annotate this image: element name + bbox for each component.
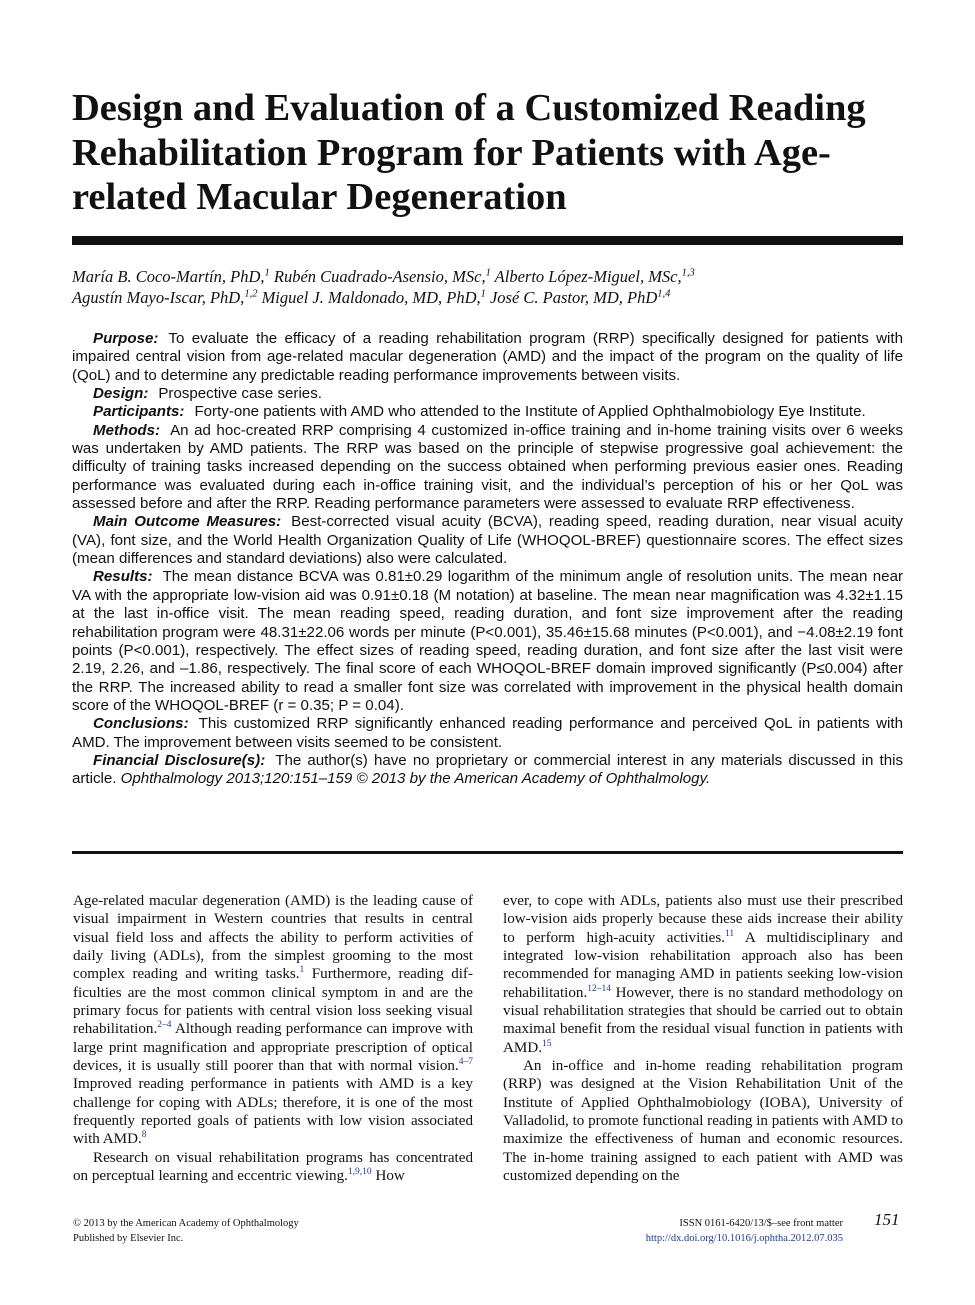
abstract-text: The author(s) have no proprietary or commercial interest in any materials discussed in this article. (72, 751, 903, 788)
article-title: Design and Evaluation of a Customized Reading Rehabilitation Program for Patients with Age-related Macular Degeneration (72, 87, 866, 218)
author-affiliation: 1 (264, 267, 270, 279)
abstract-conclusions (72, 715, 903, 752)
body-text: However, there is no standard methodology on visual rehabilitation strategies that should be carried out to obtain maximal benefit from the residual visual function in patients with AMD. (503, 984, 903, 1056)
footer-right (646, 1216, 843, 1246)
abstract-text: Prospective case series. (158, 385, 322, 403)
abstract-label: Results: (93, 568, 153, 586)
author-affiliation: 1,4 (657, 288, 671, 300)
abstract-purpose (72, 330, 903, 385)
author-affiliation: 1 (485, 267, 491, 279)
body-column-right (503, 892, 903, 1186)
abstract-label: Design: (93, 385, 149, 403)
abstract-text: This customized RRP significantly enhanced reading performance and perceived QoL in patients with AMD. The improvement between visits seemed to be consistent. (72, 715, 903, 751)
abstract-methods (72, 422, 903, 514)
abstract (72, 330, 903, 789)
body-paragraph (73, 1149, 473, 1186)
author-name: José C. Pastor, MD, PhD (489, 288, 658, 307)
footer-left (73, 1216, 299, 1246)
author-list (72, 266, 912, 308)
abstract-label: Conclusions: (93, 715, 189, 733)
abstract-results (72, 568, 903, 715)
author-affiliation: 1 (480, 288, 486, 300)
body-text: A multidisciplinary and integrated low-vision rehabilitation approach also has been recommended for managing AMD in patients seeking low-vision rehabilitation. (503, 929, 903, 1001)
abstract-label: Purpose: (93, 330, 159, 347)
abstract-text: Best-corrected visual acuity (BCVA), reading speed, reading duration, near visual acuity (VA), font size, and the World Health Organization Quality of Life (WHOQOL-BREF) questionnaire scores. The effect sizes (mean differences and standard deviations) also were calculated. (72, 513, 903, 568)
citation-reference[interactable]: 8 (141, 1130, 147, 1141)
citation-reference[interactable]: 1 (299, 965, 305, 976)
abstract-label: Main Outcome Measures: (93, 513, 282, 531)
body-paragraph (503, 892, 903, 1057)
copyright-line: © 2013 by the American Academy of Ophthalmology (73, 1218, 299, 1229)
body-text: Age-related macular degeneration (AMD) is the leading cause of visual impairment in Western countries that results in central visual field loss and affects the ability to perform activities of daily living (ADLs), from the simplest grooming to the most complex reading and writing tasks. (73, 893, 473, 983)
citation-reference[interactable]: 1,9,10 (347, 1167, 372, 1178)
abstract-text: The mean distance BCVA was 0.81±0.29 logarithm of the minimum angle of resolution units. The mean near VA with the appropriate low-vision aid was 0.91±0.18 (M notation) at baseline. The mean near magnification was 4.32±1.15 at the last in-office visit. The mean reading speed, reading duration, and font size improvement after the reading rehabilitation program were 48.31±22.06 words per minute (P<0.001), 35.46±15.68 minutes (P<0.001), and −4.08±2.19 font points (P<0.001), respectively. The effect sizes of reading speed, reading duration, and font size after the last visit were 2.19, 2.26, and –1.86, respectively. The final score of each WHOQOL-BREF domain improved significantly (P≤0.004) after the RRP. The increased ability to read a smaller font size was correlated with improvement in the physical health domain score of the WHOQOL-BREF (r = 0.35; P = 0.04). (72, 568, 903, 714)
citation-reference[interactable]: 15 (542, 1038, 552, 1049)
author-affiliation: 1,3 (681, 267, 695, 279)
citation-reference[interactable]: 4–7 (458, 1057, 473, 1068)
abstract-text: Forty-one patients with AMD who attended to the Institute of Applied Ophthalmobiology Eye Institute. (194, 403, 866, 421)
body-text: Research on visual rehabilitation programs has concentrated on perceptual learning and eccentric viewing. (73, 1149, 473, 1185)
author-name: Miguel J. Maldonado, MD, PhD, (261, 288, 481, 307)
body-text: Although reading performance can improve with large print magnification and appropriate prescription of optical devices, it is usually still poorer than that with normal vision. (73, 1021, 473, 1075)
issn-line: ISSN 0161-6420/13/$–see front matter (679, 1218, 843, 1229)
body-paragraph (73, 892, 473, 1149)
abstract-disclosure (72, 752, 903, 789)
abstract-text: An ad hoc-created RRP comprising 4 customized in-office training and in-home training visits over 6 weeks was undertaken by AMD patients. The RRP was based on the principle of stepwise progressive goal achievement: the difficulty of training tasks increased depending on the success obtained when performing previous easier ones. Reading performance was evaluated during each in-office training visit, and the individual’s perception of his or her QoL was assessed before and after the RRP. Reading performance parameters were assessed to evaluate RRP effectiveness. (72, 421, 903, 513)
abstract-outcomes (72, 513, 903, 568)
body-text: An in-office and in-home reading rehabilitation program (RRP) was designed at the Vision Rehabilitation Unit of the Institute of Applied Ophthalmobiology (IOBA), University of Valladolid, to promote functional reading in patients with AMD to maximize the effectiveness of human and economic resources. The in-home training assigned to each patient with AMD was customized depending on the (503, 1058, 903, 1185)
abstract-label: Financial Disclosure(s): (93, 751, 266, 769)
body-text: Furthermore, reading difficulties are the most common clinical symptom in and are the primary focus for patients with central vision loss seeking visual rehabilitation. (73, 966, 473, 1038)
body-text: Improved reading performance in patients with AMD is a key challenge for coping with ADLs; therefore, it is one of the most frequently reported goals of patients with low vision associated with AMD. (73, 1076, 473, 1148)
publisher-line: Published by Elsevier Inc. (73, 1233, 184, 1244)
abstract-participants (72, 403, 903, 421)
author-name: Rubén Cuadrado-Asensio, MSc, (273, 267, 486, 286)
journal-citation: Ophthalmology 2013;120:151–159 © 2013 by the American Academy of Ophthalmology. (120, 770, 711, 788)
citation-reference[interactable]: 2–4 (157, 1020, 172, 1031)
author-name: María B. Coco-Martín, PhD, (72, 267, 265, 286)
author-name: Alberto López-Miguel, MSc, (494, 267, 682, 286)
body-column-left (73, 892, 473, 1186)
body-text: ever, to cope with ADLs, patients also must use their prescribed low-vision aids properly because these aids increase their ability to perform high-acuity activities. (503, 893, 903, 946)
body-text: How (371, 1168, 405, 1185)
body-paragraph (503, 1057, 903, 1185)
citation-reference[interactable]: 11 (725, 928, 735, 939)
title-rule (72, 236, 903, 245)
citation-reference[interactable]: 12–14 (587, 983, 611, 994)
doi-link[interactable]: http://dx.doi.org/10.1016/j.ophtha.2012.07.035 (645, 1233, 843, 1244)
abstract-label: Methods: (93, 421, 161, 439)
abstract-design (72, 385, 903, 403)
abstract-label: Participants: (93, 403, 185, 421)
abstract-text: To evaluate the efficacy of a reading rehabilitation program (RRP) specifically designed for patients with impaired central vision from age-related macular degeneration (AMD) and the impact of the program on the quality of life (QoL) and to determine any predictable reading performance improvements between visits. (72, 330, 903, 384)
author-name: Agustín Mayo-Iscar, PhD, (72, 288, 245, 307)
author-affiliation: 1,2 (244, 288, 258, 300)
page-number: 151 (874, 1210, 900, 1229)
abstract-rule (72, 851, 903, 854)
